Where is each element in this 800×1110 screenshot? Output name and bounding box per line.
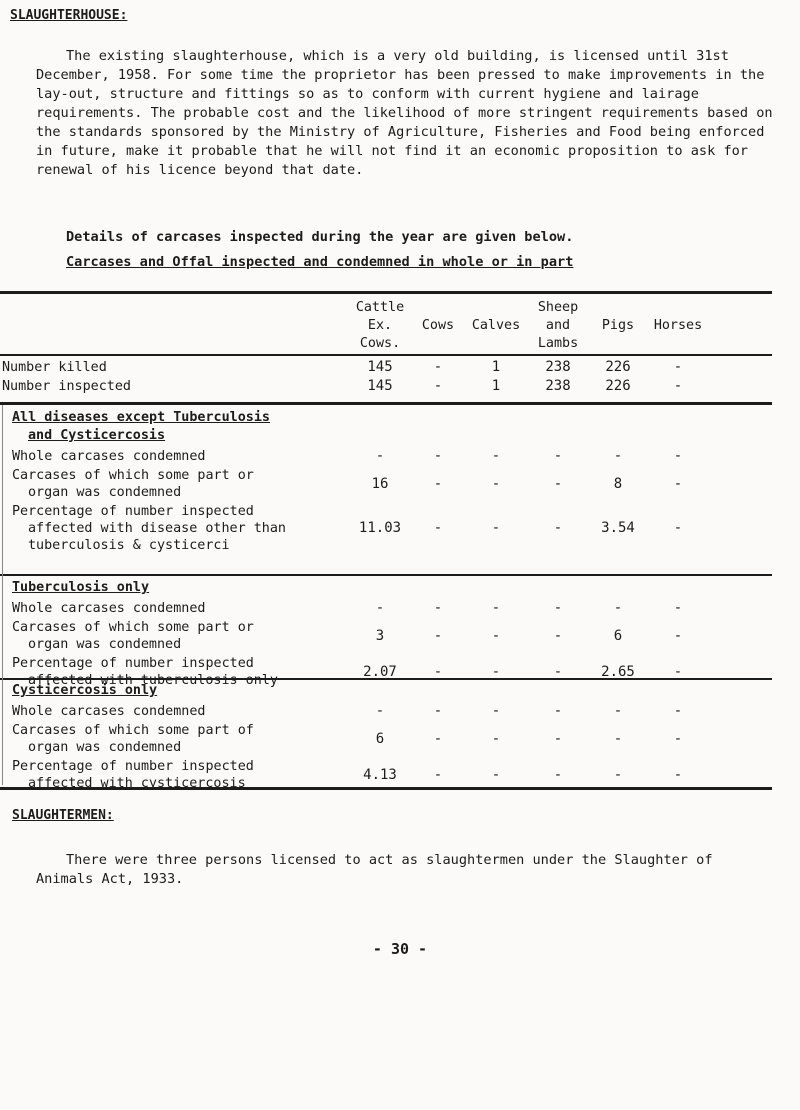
row-label: organ was condemned [28, 740, 182, 755]
table-cell: - [553, 520, 563, 536]
table-cell: - [613, 703, 623, 719]
table-cell: - [433, 663, 443, 680]
page-number: - 30 - [372, 940, 428, 958]
row-label: Percentage of number inspected [12, 759, 254, 774]
row-label: affected with cysticercosis [28, 776, 246, 791]
column-header: Cows [421, 318, 455, 333]
table-cell: - [673, 520, 683, 536]
table-cell: - [613, 448, 623, 464]
table-cell: - [673, 730, 683, 747]
table-cell: 226 [605, 378, 631, 394]
section-heading-slaughterhouse: SLAUGHTERHOUSE: [10, 8, 128, 23]
section-title: Tuberculosis only [12, 580, 150, 595]
table-cell: 1 [491, 378, 501, 394]
table-cell: - [375, 448, 385, 464]
table-cell: 11.03 [358, 520, 402, 536]
table-cell: 2.07 [363, 663, 397, 680]
table-cell: - [433, 359, 443, 375]
table-cell: - [613, 730, 623, 747]
table-cell: - [553, 627, 563, 644]
table-cell: - [491, 448, 501, 464]
column-header: Ex. [367, 318, 393, 333]
row-label: Whole carcases condemned [12, 601, 206, 616]
row-label: affected with disease other than [28, 521, 286, 536]
table-cell: - [553, 703, 563, 719]
section-rule-2 [0, 574, 772, 576]
table-cell: - [673, 663, 683, 680]
table-cell: 145 [367, 378, 393, 394]
table-cell: - [433, 378, 443, 394]
table-cell: 6 [375, 730, 385, 747]
table-cell: - [491, 730, 501, 747]
slaughtermen-paragraph [36, 851, 756, 889]
table-cell: - [673, 703, 683, 719]
table-cell: - [491, 627, 501, 644]
table-cell: - [433, 703, 443, 719]
row-label: Number inspected [2, 379, 131, 394]
table-cell: 16 [371, 475, 389, 492]
table-cell: - [375, 703, 385, 719]
row-label: tuberculosis & cysticerci [28, 538, 230, 553]
table-cell: - [673, 359, 683, 375]
table-cell: - [491, 703, 501, 719]
table-cell: - [491, 475, 501, 492]
column-header: Horses [653, 318, 703, 333]
row-label: Whole carcases condemned [12, 704, 206, 719]
intro-paragraph [36, 47, 776, 180]
section-title: Cysticercosis only [12, 683, 158, 698]
table-cell: - [553, 475, 563, 492]
table-cell: - [433, 475, 443, 492]
table-cell: - [491, 663, 501, 680]
table-cell: - [491, 766, 501, 783]
column-header: and [545, 318, 571, 333]
table-cell: - [553, 448, 563, 464]
table-cell: - [553, 600, 563, 616]
table-cell: - [433, 520, 443, 536]
slaughtermen-paragraph-text: There were three persons licensed to act as slaughtermen under the Slaughter of Animals Act, 1933. [36, 852, 713, 887]
column-header: Calves [471, 318, 521, 333]
table-cell: 238 [545, 359, 571, 375]
table-cell: 145 [367, 359, 393, 375]
table-cell: - [613, 600, 623, 616]
table-cell: 3.54 [601, 520, 635, 536]
table-cell: - [673, 627, 683, 644]
table-cell: - [433, 730, 443, 747]
table-cell: - [553, 730, 563, 747]
section-title: All diseases except Tuberculosis [12, 410, 270, 425]
table-left-border [2, 405, 3, 785]
row-label: organ was condemned [28, 637, 182, 652]
row-label: Number killed [2, 360, 107, 375]
column-header: Cows. [359, 336, 401, 351]
table-cell: - [433, 627, 443, 644]
table-cell: - [491, 520, 501, 536]
table-cell: - [553, 663, 563, 680]
column-header: Pigs [601, 318, 635, 333]
table-cell: - [613, 766, 623, 783]
details-line: Details of carcases inspected during the year are given below. [66, 229, 574, 245]
table-cell: - [673, 448, 683, 464]
table-cell: 238 [545, 378, 571, 394]
section-heading-slaughtermen: SLAUGHTERMEN: [12, 808, 114, 823]
table-top-rule [0, 291, 772, 294]
row-label: Carcases of which some part or [12, 620, 254, 635]
table-cell: 8 [613, 475, 623, 492]
table-cell: 4.13 [363, 766, 397, 783]
table-cell: - [673, 378, 683, 394]
table-title: Carcases and Offal inspected and condemned in whole or in part [66, 254, 574, 270]
table-cell: 226 [605, 359, 631, 375]
table-cell: 6 [613, 627, 623, 644]
row-label: Whole carcases condemned [12, 449, 206, 464]
header-rule [0, 354, 772, 356]
row-label: Carcases of which some part or [12, 468, 254, 483]
table-cell: 3 [375, 627, 385, 644]
table-cell: - [433, 600, 443, 616]
table-cell: - [673, 600, 683, 616]
table-cell: - [375, 600, 385, 616]
row-label: affected with tuberculosis only [28, 673, 278, 688]
intro-paragraph-text: The existing slaughterhouse, which is a very old building, is licensed until 31st December, 1958. For some time the proprietor has been pressed to make improvements in the lay-out, structure and fittings so as to conform with current hygiene and lairage requirements. The probable cost and the likelihood of more stringent requirements based on the standards sponsored by the Ministry of Agriculture, Fisheries and Food being enforced in future, make it probable that he will not find it an economic proposition to ask for renewal of his licence beyond that date. [36, 48, 773, 178]
table-cell: 2.65 [601, 663, 635, 680]
section-title: and Cysticercosis [28, 428, 166, 443]
table-cell: - [491, 600, 501, 616]
row-label: Percentage of number inspected [12, 656, 254, 671]
row-label: Percentage of number inspected [12, 504, 254, 519]
row-label: organ was condemned [28, 485, 182, 500]
table-cell: 1 [491, 359, 501, 375]
table-cell: - [553, 766, 563, 783]
column-header: Cattle [355, 300, 405, 315]
column-header: Lambs [537, 336, 579, 351]
table-cell: - [673, 766, 683, 783]
table-cell: - [673, 475, 683, 492]
table-cell: - [433, 766, 443, 783]
table-cell: - [433, 448, 443, 464]
column-header: Sheep [537, 300, 579, 315]
section-rule-1 [0, 402, 772, 405]
row-label: Carcases of which some part of [12, 723, 254, 738]
